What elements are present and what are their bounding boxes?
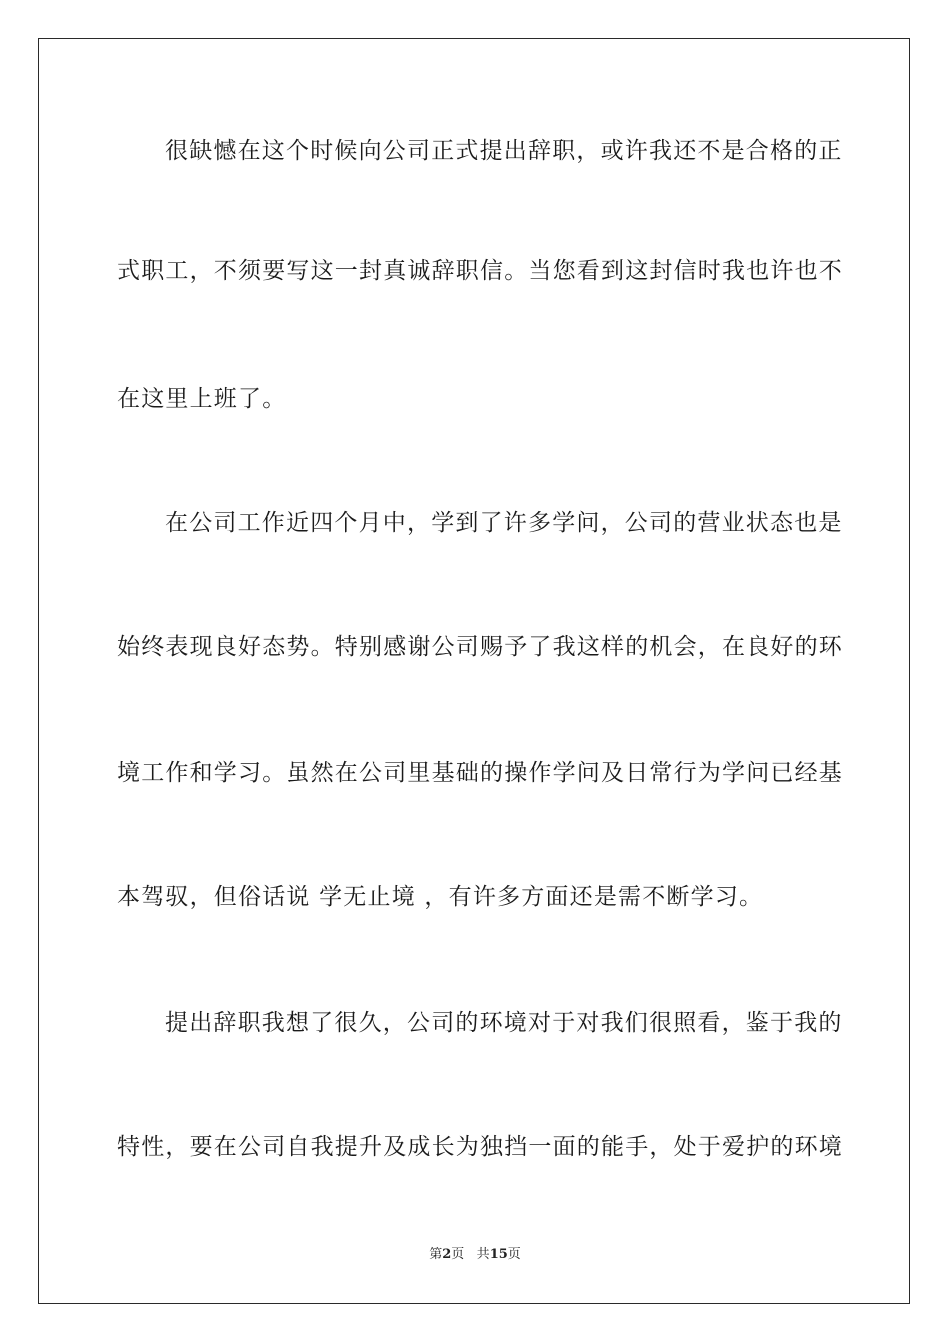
total-prefix: 共	[476, 1247, 490, 1262]
paragraph-2-line-4: 本驾驭，但俗话说 学无止境 ，有许多方面还是需不断学习。	[117, 884, 764, 910]
page-prefix: 第	[429, 1247, 443, 1262]
page-number: 2	[442, 1247, 452, 1262]
page-border	[38, 38, 910, 1304]
total-suffix: 页	[507, 1247, 521, 1262]
paragraph-2-line-1: 在公司工作近四个月中，学到了许多学问，公司的营业状态也是	[165, 510, 843, 536]
paragraph-2-line-2: 始终表现良好态势。特别感谢公司赐予了我这样的机会，在良好的环	[117, 634, 843, 660]
paragraph-3-line-1: 提出辞职我想了很久，公司的环境对于对我们很照看，鉴于我的	[165, 1010, 843, 1036]
total-pages: 15	[489, 1247, 508, 1262]
paragraph-1-line-2: 式职工，不须要写这一封真诚辞职信。当您看到这封信时我也许也不	[117, 258, 843, 284]
page-suffix: 页	[451, 1247, 465, 1262]
page-footer	[0, 1246, 950, 1264]
paragraph-3-line-2: 特性，要在公司自我提升及成长为独挡一面的能手，处于爱护的环境	[117, 1134, 843, 1160]
paragraph-1-line-1: 很缺憾在这个时候向公司正式提出辞职，或许我还不是合格的正	[165, 138, 843, 164]
paragraph-2-line-3: 境工作和学习。虽然在公司里基础的操作学问及日常行为学问已经基	[117, 760, 843, 786]
paragraph-1-line-3: 在这里上班了。	[117, 386, 287, 412]
